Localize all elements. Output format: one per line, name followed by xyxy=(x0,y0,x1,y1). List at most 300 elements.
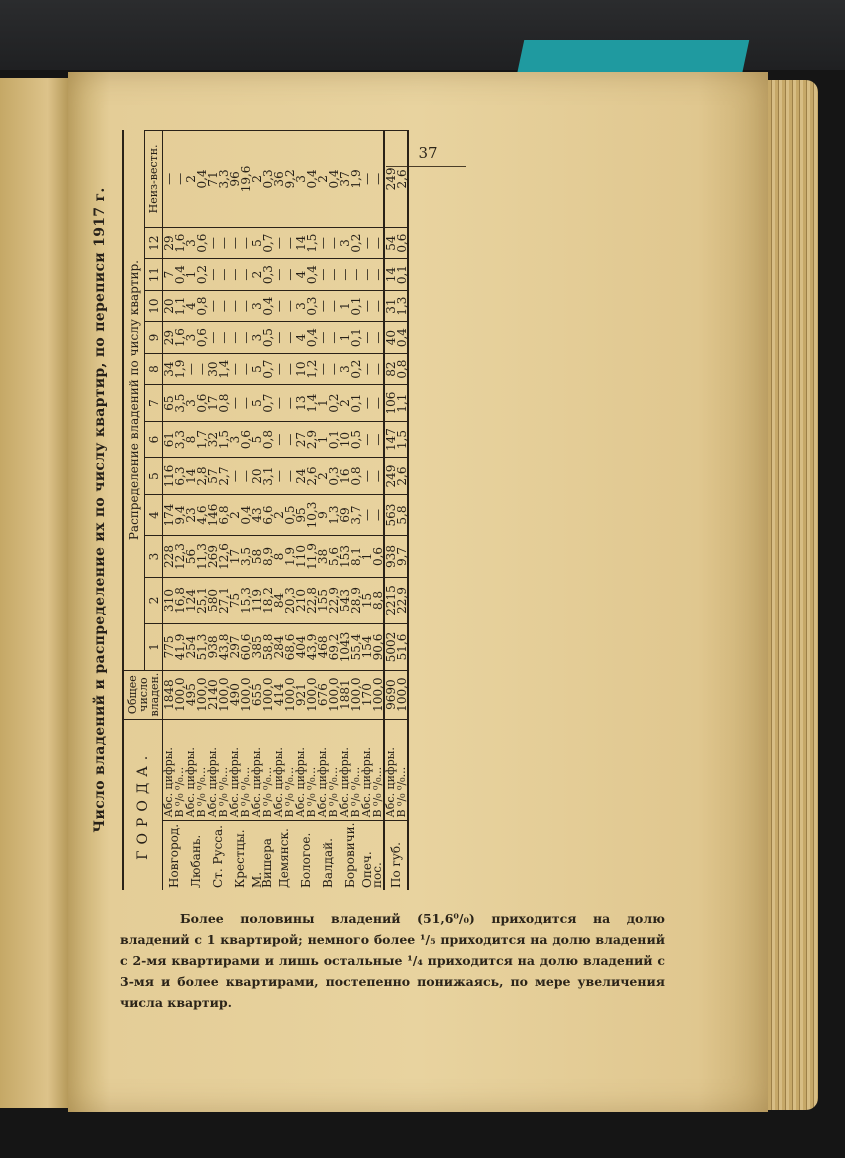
value-cell: 0,1 xyxy=(396,259,408,291)
value-cell: 938 xyxy=(384,536,396,577)
value-cell: — xyxy=(328,290,339,322)
value-cell: — xyxy=(207,290,218,322)
value-cell: 51,3 xyxy=(196,624,207,670)
header-col-8: 8 xyxy=(145,353,163,385)
value-cell: 938 xyxy=(207,624,218,670)
value-cell: — xyxy=(372,227,384,259)
value-cell: — xyxy=(317,259,328,291)
row-label-abs: Абс. цифры. xyxy=(295,719,306,820)
value-cell: 2,6 xyxy=(396,458,408,494)
total-cell: 676 xyxy=(317,670,328,719)
value-cell: 468 xyxy=(317,624,328,670)
value-cell: 580 xyxy=(207,577,218,623)
city-name: Валдай. xyxy=(317,820,339,890)
value-cell: 5 xyxy=(251,227,262,259)
value-cell: 0,1 xyxy=(350,322,361,354)
value-cell: 3 xyxy=(339,353,350,385)
value-cell: 60,6 xyxy=(240,624,251,670)
value-cell: — xyxy=(284,259,295,291)
value-cell: 28,9 xyxy=(350,577,361,623)
value-cell: 0,4 xyxy=(240,494,251,535)
value-cell: 90,6 xyxy=(372,624,384,670)
value-cell: 1,5 xyxy=(306,227,317,259)
row-label-pct: В ⁰/₀ ⁰/₀... xyxy=(306,719,317,820)
value-cell: 4,6 xyxy=(196,494,207,535)
value-cell: — xyxy=(361,494,372,535)
value-cell: 40 xyxy=(384,322,396,354)
value-cell: — xyxy=(273,227,284,259)
value-cell: 5002 xyxy=(384,624,396,670)
row-label-pct: В ⁰/₀ ⁰/₀... xyxy=(396,719,408,820)
header-col-9: 9 xyxy=(145,322,163,354)
value-cell: 29 xyxy=(163,322,175,354)
value-cell: 0,5 xyxy=(350,421,361,457)
value-cell: — xyxy=(317,353,328,385)
city-name: Ст. Русса. xyxy=(207,820,229,890)
value-cell: 0,8 xyxy=(262,421,273,457)
value-cell: 1,1 xyxy=(174,290,185,322)
value-cell: — xyxy=(240,385,251,421)
value-cell: 210 xyxy=(295,577,306,623)
header-col-1: 1 xyxy=(145,624,163,670)
value-cell: — xyxy=(240,353,251,385)
value-cell: 1,4 xyxy=(306,385,317,421)
value-cell: — xyxy=(317,290,328,322)
table-row xyxy=(396,131,408,891)
value-cell: 10 xyxy=(295,353,306,385)
value-cell: 12,3 xyxy=(174,536,185,577)
value-cell: — xyxy=(273,353,284,385)
value-cell: 174 xyxy=(163,494,175,535)
value-cell: — xyxy=(361,227,372,259)
value-cell: 9,7 xyxy=(396,536,408,577)
value-cell: — xyxy=(328,259,339,291)
value-cell: — xyxy=(229,290,240,322)
value-cell: 0,3 xyxy=(262,131,273,228)
total-cell: 100,0 xyxy=(240,670,251,719)
value-cell: 34 xyxy=(163,353,175,385)
value-cell: — xyxy=(273,385,284,421)
header-col-2: 2 xyxy=(145,577,163,623)
total-cell: 100,0 xyxy=(372,670,384,719)
header-total: Общее число владен. xyxy=(123,670,163,719)
value-cell: 41,9 xyxy=(174,624,185,670)
value-cell: 2 xyxy=(229,494,240,535)
value-cell: 95 xyxy=(295,494,306,535)
city-name: Демянск. xyxy=(273,820,295,890)
value-cell: 5,6 xyxy=(328,536,339,577)
value-cell: — xyxy=(273,458,284,494)
value-cell: — xyxy=(240,290,251,322)
value-cell: 1,4 xyxy=(218,353,229,385)
value-cell: 0,4 xyxy=(196,131,207,228)
value-cell: 65 xyxy=(163,385,175,421)
value-cell: 310 xyxy=(163,577,175,623)
value-cell: — xyxy=(372,458,384,494)
row-label-abs: Абс. цифры. xyxy=(251,719,262,820)
value-cell: 269 xyxy=(207,536,218,577)
header-col-3: 3 xyxy=(145,536,163,577)
value-cell: 0,8 xyxy=(218,385,229,421)
value-cell: — xyxy=(218,322,229,354)
value-cell: 17 xyxy=(229,536,240,577)
value-cell: — xyxy=(174,131,185,228)
value-cell: 27 xyxy=(295,421,306,457)
value-cell: — xyxy=(273,259,284,291)
value-cell: 11,3 xyxy=(196,536,207,577)
value-cell: — xyxy=(284,421,295,457)
value-cell: 2 xyxy=(251,131,262,228)
value-cell: — xyxy=(218,259,229,291)
value-cell: — xyxy=(328,227,339,259)
value-cell: 0,1 xyxy=(350,385,361,421)
value-cell: 2215 xyxy=(384,577,396,623)
value-cell: 15 xyxy=(361,577,372,623)
value-cell: — xyxy=(229,259,240,291)
value-cell: 57 xyxy=(207,458,218,494)
row-label-abs: Абс. цифры. xyxy=(361,719,372,820)
value-cell: — xyxy=(207,259,218,291)
value-cell: 0,3 xyxy=(262,259,273,291)
value-cell: 153 xyxy=(339,536,350,577)
value-cell: 0,8 xyxy=(196,290,207,322)
value-cell: 22,8 xyxy=(306,577,317,623)
value-cell: — xyxy=(229,322,240,354)
value-cell: 58,8 xyxy=(262,624,273,670)
value-cell: 775 xyxy=(163,624,175,670)
value-cell: 20,3 xyxy=(284,577,295,623)
value-cell: — xyxy=(218,227,229,259)
value-cell: 0,7 xyxy=(262,385,273,421)
value-cell: 14 xyxy=(384,259,396,291)
header-cities: ГОРОДА. xyxy=(123,719,163,890)
total-cell: 100,0 xyxy=(174,670,185,719)
value-cell: 2,7 xyxy=(218,458,229,494)
value-cell: 124 xyxy=(185,577,196,623)
value-cell: 5 xyxy=(251,421,262,457)
value-cell: 5,8 xyxy=(396,494,408,535)
value-cell: 54 xyxy=(384,227,396,259)
body-paragraph: Более половины владений (51,6⁰/₀) приходится на долю владений с 1 квартирой; немного более ¹/₅ приходится на долю владений с 2-мя квартирами и лишь остальные ¹/₄ приходится на долю владений с 3-мя и более квартирами, постепенно понижаясь, по мере увеличения числа квартир. xyxy=(120,911,665,1010)
value-cell: — xyxy=(284,322,295,354)
header-col-11: 11 xyxy=(145,259,163,291)
value-cell: 2 xyxy=(339,385,350,421)
value-cell: 3,5 xyxy=(174,385,185,421)
value-cell: 6,3 xyxy=(174,458,185,494)
value-cell: 8 xyxy=(273,536,284,577)
value-cell: 58 xyxy=(251,536,262,577)
value-cell: 13 xyxy=(295,385,306,421)
value-cell: 0,5 xyxy=(262,322,273,354)
value-cell: 119 xyxy=(251,577,262,623)
value-cell: 3,3 xyxy=(218,131,229,228)
value-cell: 4 xyxy=(295,322,306,354)
value-cell: — xyxy=(218,290,229,322)
value-cell: 22,9 xyxy=(328,577,339,623)
value-cell: 6,6 xyxy=(262,494,273,535)
page-number: 37 xyxy=(418,144,438,162)
value-cell: 3,3 xyxy=(174,421,185,457)
value-cell: 2 xyxy=(185,131,196,228)
value-cell: 0,6 xyxy=(372,536,384,577)
row-label-pct: В ⁰/₀ ⁰/₀... xyxy=(196,719,207,820)
value-cell: — xyxy=(361,458,372,494)
value-cell: 11,9 xyxy=(306,536,317,577)
value-cell: 0,2 xyxy=(350,227,361,259)
value-cell: 69 xyxy=(339,494,350,535)
value-cell: — xyxy=(372,353,384,385)
value-cell: 0,3 xyxy=(328,458,339,494)
value-cell: 106 xyxy=(384,385,396,421)
value-cell: 385 xyxy=(251,624,262,670)
value-cell: 0,6 xyxy=(196,227,207,259)
total-cell: 2140 xyxy=(207,670,218,719)
city-name: Любань. xyxy=(185,820,207,890)
value-cell: 3 xyxy=(251,290,262,322)
value-cell: 82 xyxy=(384,353,396,385)
value-cell: 284 xyxy=(273,624,284,670)
value-cell: 0,2 xyxy=(328,385,339,421)
value-cell: 3,5 xyxy=(240,536,251,577)
value-cell: — xyxy=(163,131,175,228)
value-cell: 155 xyxy=(317,577,328,623)
value-cell: 0,1 xyxy=(350,290,361,322)
value-cell: 1,3 xyxy=(328,494,339,535)
city-name: Бологое. xyxy=(295,820,317,890)
value-cell: 0,1 xyxy=(328,421,339,457)
value-cell: 2,8 xyxy=(196,458,207,494)
value-cell: 0,4 xyxy=(328,131,339,228)
value-cell: 43 xyxy=(251,494,262,535)
left-page xyxy=(0,78,70,1108)
value-cell: — xyxy=(185,353,196,385)
value-cell: 71 xyxy=(207,131,218,228)
rotated-table-block xyxy=(92,130,612,890)
total-cell: 921 xyxy=(295,670,306,719)
value-cell: — xyxy=(372,290,384,322)
value-cell: 0,5 xyxy=(284,494,295,535)
value-cell: 3 xyxy=(295,131,306,228)
value-cell: 249 xyxy=(384,131,396,228)
value-cell: 249 xyxy=(384,458,396,494)
value-cell: 1,3 xyxy=(396,290,408,322)
city-name: М. Вишера xyxy=(251,820,273,890)
value-cell: 29 xyxy=(163,227,175,259)
total-cell: 100,0 xyxy=(262,670,273,719)
total-cell: 495 xyxy=(185,670,196,719)
value-cell: 110 xyxy=(295,536,306,577)
value-cell: 4 xyxy=(295,259,306,291)
total-cell: 100,0 xyxy=(306,670,317,719)
value-cell: 0,2 xyxy=(196,259,207,291)
value-cell: 154 xyxy=(361,624,372,670)
value-cell: 5 xyxy=(251,385,262,421)
value-cell: — xyxy=(361,385,372,421)
value-cell: 68,6 xyxy=(284,624,295,670)
value-cell: 1 xyxy=(317,385,328,421)
value-cell: 16 xyxy=(339,458,350,494)
value-cell: 0,6 xyxy=(196,322,207,354)
header-col-13: Неиз-вестн. xyxy=(145,131,163,228)
value-cell: 14 xyxy=(185,458,196,494)
value-cell: 3 xyxy=(185,385,196,421)
value-cell: 51,6 xyxy=(396,624,408,670)
value-cell: — xyxy=(361,421,372,457)
row-label-pct: В ⁰/₀ ⁰/₀... xyxy=(284,719,295,820)
value-cell: 15,3 xyxy=(240,577,251,623)
value-cell: 2,9 xyxy=(306,421,317,457)
row-label-pct: В ⁰/₀ ⁰/₀... xyxy=(262,719,273,820)
value-cell: — xyxy=(372,385,384,421)
value-cell: — xyxy=(284,353,295,385)
header-col-12: 12 xyxy=(145,227,163,259)
value-cell: 9,4 xyxy=(174,494,185,535)
value-cell: — xyxy=(361,131,372,228)
row-label-pct: В ⁰/₀ ⁰/₀... xyxy=(174,719,185,820)
value-cell: 0,7 xyxy=(262,353,273,385)
total-cell: 100,0 xyxy=(396,670,408,719)
row-label-abs: Абс. цифры. xyxy=(273,719,284,820)
total-cell: 655 xyxy=(251,670,262,719)
value-cell: — xyxy=(273,322,284,354)
header-col-5: 5 xyxy=(145,458,163,494)
value-cell: 18,2 xyxy=(262,577,273,623)
row-label-abs: Абс. цифры. xyxy=(339,719,350,820)
value-cell: 2 xyxy=(317,458,328,494)
value-cell: 0,7 xyxy=(262,227,273,259)
table-title: Число владений и распределение их по числу квартир, по переписи 1917 г. xyxy=(92,187,108,833)
value-cell: 0,2 xyxy=(350,353,361,385)
row-label-pct: В ⁰/₀ ⁰/₀... xyxy=(350,719,361,820)
row-label-abs: Абс. цифры. xyxy=(185,719,196,820)
value-cell: — xyxy=(339,259,350,291)
value-cell: — xyxy=(361,322,372,354)
header-col-6: 6 xyxy=(145,421,163,457)
value-cell: 3 xyxy=(229,421,240,457)
value-cell: 6,8 xyxy=(218,494,229,535)
value-cell: 3 xyxy=(295,290,306,322)
value-cell: 0,4 xyxy=(306,259,317,291)
value-cell: 3 xyxy=(339,227,350,259)
value-cell: 563 xyxy=(384,494,396,535)
value-cell: 24 xyxy=(295,458,306,494)
value-cell: 8,1 xyxy=(350,536,361,577)
value-cell: — xyxy=(317,227,328,259)
value-cell: 1,9 xyxy=(284,536,295,577)
value-cell: 146 xyxy=(207,494,218,535)
value-cell: 55,4 xyxy=(350,624,361,670)
value-cell: — xyxy=(372,322,384,354)
header-col-4: 4 xyxy=(145,494,163,535)
value-cell: 3 xyxy=(251,322,262,354)
value-cell: — xyxy=(361,259,372,291)
value-cell: 147 xyxy=(384,421,396,457)
value-cell: 30 xyxy=(207,353,218,385)
value-cell: 0,6 xyxy=(196,385,207,421)
value-cell: 0,4 xyxy=(174,259,185,291)
value-cell: 1,2 xyxy=(306,353,317,385)
value-cell: — xyxy=(317,322,328,354)
value-cell: 10,3 xyxy=(306,494,317,535)
value-cell: 69,2 xyxy=(328,624,339,670)
value-cell: 37 xyxy=(339,131,350,228)
value-cell: — xyxy=(229,353,240,385)
value-cell: — xyxy=(240,458,251,494)
row-label-pct: В ⁰/₀ ⁰/₀... xyxy=(372,719,384,820)
value-cell: — xyxy=(361,353,372,385)
city-name: По губ. xyxy=(384,820,408,890)
value-cell: 2,6 xyxy=(396,131,408,228)
total-cell: 1881 xyxy=(339,670,350,719)
value-cell: 16,8 xyxy=(174,577,185,623)
row-label-pct: В ⁰/₀ ⁰/₀... xyxy=(218,719,229,820)
value-cell: — xyxy=(240,259,251,291)
value-cell: 22,9 xyxy=(396,577,408,623)
value-cell: 1 xyxy=(185,259,196,291)
value-cell: 2 xyxy=(251,259,262,291)
total-cell: 100,0 xyxy=(284,670,295,719)
value-cell: 38 xyxy=(317,536,328,577)
city-name: Опеч. пос. xyxy=(361,820,384,890)
value-cell: 23 xyxy=(185,494,196,535)
value-cell: — xyxy=(229,458,240,494)
value-cell: 20 xyxy=(251,458,262,494)
value-cell: 404 xyxy=(295,624,306,670)
value-cell: 0,8 xyxy=(350,458,361,494)
value-cell: 27,1 xyxy=(218,577,229,623)
value-cell: — xyxy=(229,385,240,421)
value-cell: 3 xyxy=(185,227,196,259)
value-cell: — xyxy=(284,227,295,259)
city-name: Боровичи. xyxy=(339,820,361,890)
total-cell: 9690 xyxy=(384,670,396,719)
value-cell: 2,6 xyxy=(306,458,317,494)
row-label-abs: Абс. цифры. xyxy=(384,719,396,820)
value-cell: — xyxy=(207,322,218,354)
value-cell: 43,8 xyxy=(218,624,229,670)
value-cell: 8 xyxy=(185,421,196,457)
value-cell: 1 xyxy=(361,536,372,577)
value-cell: 8,8 xyxy=(372,577,384,623)
total-cell: 490 xyxy=(229,670,240,719)
value-cell: 5 xyxy=(251,353,262,385)
value-cell: 0,4 xyxy=(306,131,317,228)
value-cell: 0,4 xyxy=(396,322,408,354)
value-cell: 7 xyxy=(163,259,175,291)
value-cell: 297 xyxy=(229,624,240,670)
value-cell: — xyxy=(284,290,295,322)
row-label-abs: Абс. цифры. xyxy=(207,719,218,820)
value-cell: — xyxy=(240,322,251,354)
value-cell: — xyxy=(240,227,251,259)
total-cell: 414 xyxy=(273,670,284,719)
total-cell: 1848 xyxy=(163,670,175,719)
value-cell: 10 xyxy=(339,421,350,457)
value-cell: 96 xyxy=(229,131,240,228)
value-cell: — xyxy=(328,322,339,354)
page-edges xyxy=(768,80,818,1110)
value-cell: 1,1 xyxy=(396,385,408,421)
value-cell: 2 xyxy=(317,131,328,228)
value-cell: 8,9 xyxy=(262,536,273,577)
value-cell: — xyxy=(273,290,284,322)
total-cell: 170 xyxy=(361,670,372,719)
value-cell: 84 xyxy=(273,577,284,623)
value-cell: — xyxy=(328,353,339,385)
value-cell: — xyxy=(229,227,240,259)
row-label-abs: Абс. цифры. xyxy=(317,719,328,820)
value-cell: — xyxy=(284,385,295,421)
